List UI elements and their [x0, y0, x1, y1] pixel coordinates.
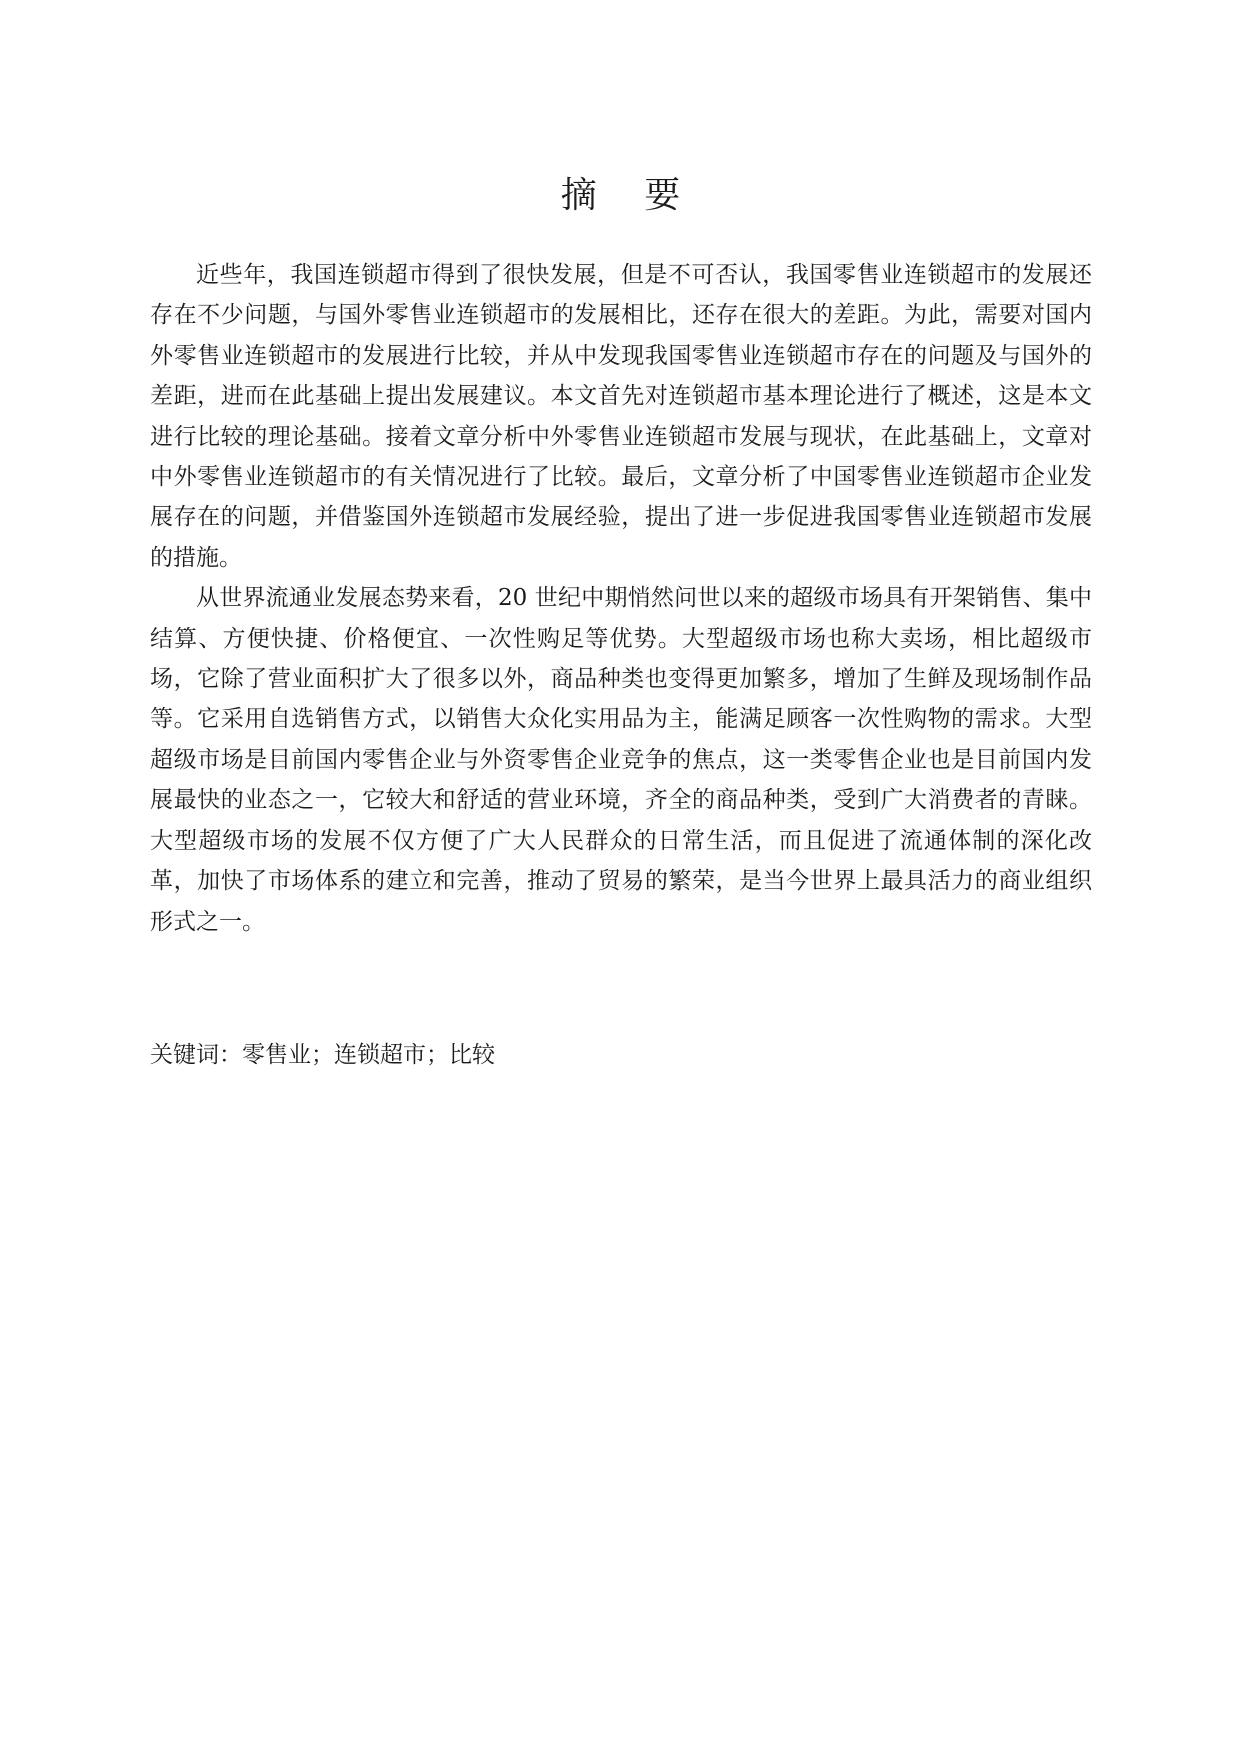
abstract-body	[150, 255, 1092, 942]
abstract-title: 摘 要	[560, 175, 699, 216]
abstract-paragraph: 近些年，我国连锁超市得到了很快发展，但是不可否认，我国零售业连锁超市的发展还存在不少问题，与国外零售业连锁超市的发展相比，还存在很大的差距。为此，需要对国内外零售业连锁超市的发展进行比较，并从中发现我国零售业连锁超市存在的问题及与国外的差距，进而在此基础上提出发展建议。本文首先对连锁超市基本理论进行了概述，这是本文进行比较的理论基础。接着文章分析中外零售业连锁超市发展与现状，在此基础上，文章对中外零售业连锁超市的有关情况进行了比较。最后，文章分析了中国零售业连锁超市企业发展存在的问题，并借鉴国外连锁超市发展经验，提出了进一步促进我国零售业连锁超市发展的措施。	[150, 262, 1092, 571]
keywords-line: 关键词：零售业；连锁超市；比较	[150, 1042, 495, 1068]
abstract-paragraph: 从世界流通业发展态势来看，20 世纪中期悄然问世以来的超级市场具有开架销售、集中结算、方便快捷、价格便宜、一次性购足等优势。大型超级市场也称大卖场，相比超级市场，它除了营业面积扩大了很多以外，商品种类也变得更加繁多，增加了生鲜及现场制作品等。它采用自选销售方式，以销售大众化实用品为主，能满足顾客一次性购物的需求。大型超级市场是目前国内零售企业与外资零售企业竞争的焦点，这一类零售企业也是目前国内发展最快的业态之一，它较大和舒适的营业环境，齐全的商品种类，受到广大消费者的青睐。大型超级市场的发展不仅方便了广大人民群众的日常生活，而且促进了流通体制的深化改革，加快了市场体系的建立和完善，推动了贸易的繁荣，是当今世界上最具活力的商业组织形式之一。	[150, 585, 1092, 935]
